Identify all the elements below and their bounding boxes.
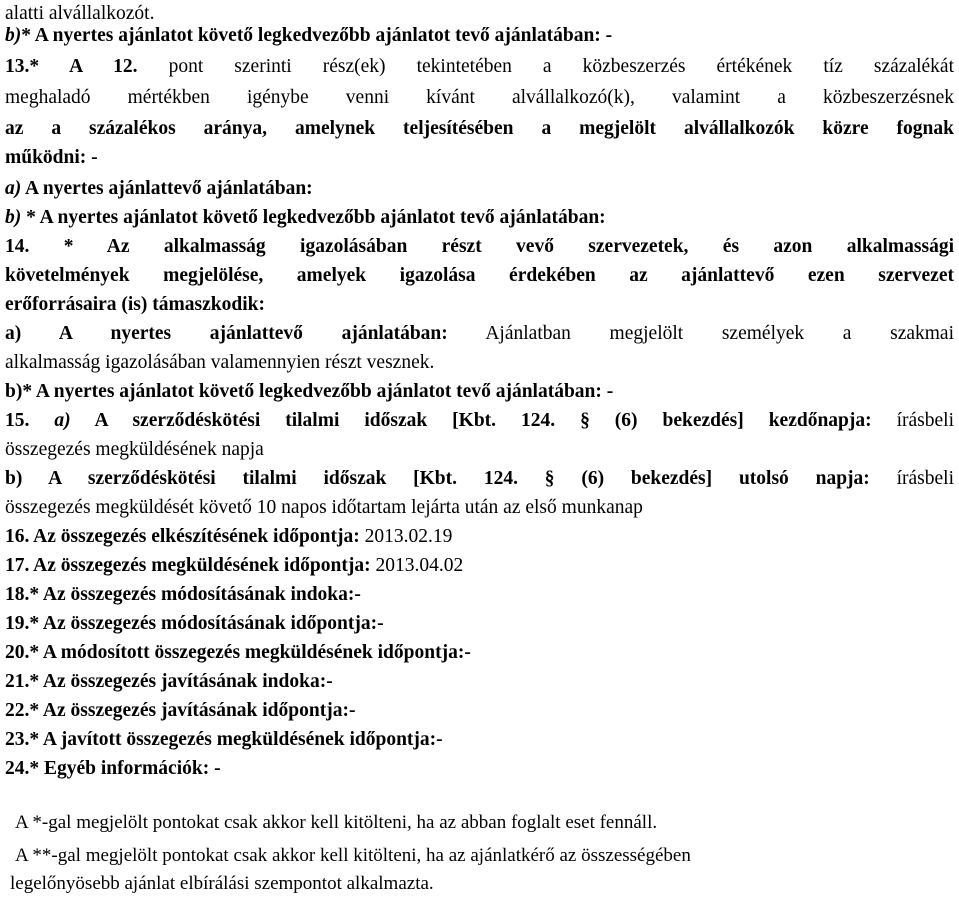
section-15a-text: összegezés megküldésének napja [5,439,264,460]
footnote-double-star: A **-gal megjelölt pontokat csak akkor kell kitölteni, ha az ajánlatkérő az összességében [15,845,691,866]
section-18-line: 18.* Az összegezés módosításának indoka:- [5,584,361,605]
section-13b-line: b) * A nyertes ajánlatot követő legkedvezőbb ajánlatot tevő ajánlatában: [5,207,606,228]
section-13-heading: 13.* A 12. pont szerinti rész(ek) tekintetében a közbeszerzés értékének tíz százalékát [5,56,954,77]
section-13-text: meghaladó mértékben igénybe venni kívánt alvállalkozó(k), valamint a közbeszerzésnek [5,87,954,108]
footnote-double-star-cont: legelőnyösebb ajánlat elbírálási szempontot alkalmazta. [10,873,434,894]
section-14-text: követelmények megjelölése, amelyek igazolása érdekében az ajánlattevő ezen szervezet [5,265,954,286]
section-15b-text: összegezés megküldését követő 10 napos időtartam lejárta után az első munkanap [5,497,643,518]
section-15b-line: b) A szerződéskötési tilalmi időszak [Kbt. 124. § (6) bekezdés] utolsó napja: írásbeli [5,468,954,489]
section-24-line: 24.* Egyéb információk: - [5,758,221,779]
section-15a-line: 15. a) A szerződéskötési tilalmi időszak [Kbt. 124. § (6) bekezdés] kezdőnapja: írásbeli [5,410,954,431]
section-21-line: 21.* Az összegezés javításának indoka:- [5,671,333,692]
section-23-line: 23.* A javított összegezés megküldésének időpontja:- [5,729,443,750]
section-13-text: működni: - [5,147,98,168]
section-17-line: 17. Az összegezés megküldésének időpontja: 2013.04.02 [5,555,464,576]
section-14a-line: a) A nyertes ajánlattevő ajánlatában: Ajánlatban megjelölt személyek a szakmai [5,323,954,344]
section-19-line: 19.* Az összegezés módosításának időpontja:- [5,613,384,634]
section-13b-bidder-line: b)* A nyertes ajánlatot követő legkedvezőbb ajánlatot tevő ajánlatában: - [5,25,613,46]
section-16-line: 16. Az összegezés elkészítésének időpontja: 2013.02.19 [5,526,453,547]
section-14b-line: b)* A nyertes ajánlatot követő legkedvezőbb ajánlatot tevő ajánlatában: - [5,381,614,402]
text-line: alatti alvállalkozót. [5,3,155,24]
footnote-single-star: A *-gal megjelölt pontokat csak akkor kell kitölteni, ha az abban foglalt eset fennáll. [15,812,658,833]
section-13-text: az a százalékos aránya, amelynek teljesítésében a megjelölt alvállalkozók közre fognak [5,118,954,139]
section-13a-line: a) A nyertes ajánlattevő ajánlatában: [5,178,313,199]
section-20-line: 20.* A módosított összegezés megküldésének időpontja:- [5,642,471,663]
section-14-text: erőforrásaira (is) támaszkodik: [5,294,265,315]
section-14a-text: alkalmasság igazolásában valamennyien részt vesznek. [5,352,435,373]
section-22-line: 22.* Az összegezés javításának időpontja:- [5,700,356,721]
section-14-heading: 14. * Az alkalmasság igazolásában részt vevő szervezetek, és azon alkalmassági [5,236,954,257]
